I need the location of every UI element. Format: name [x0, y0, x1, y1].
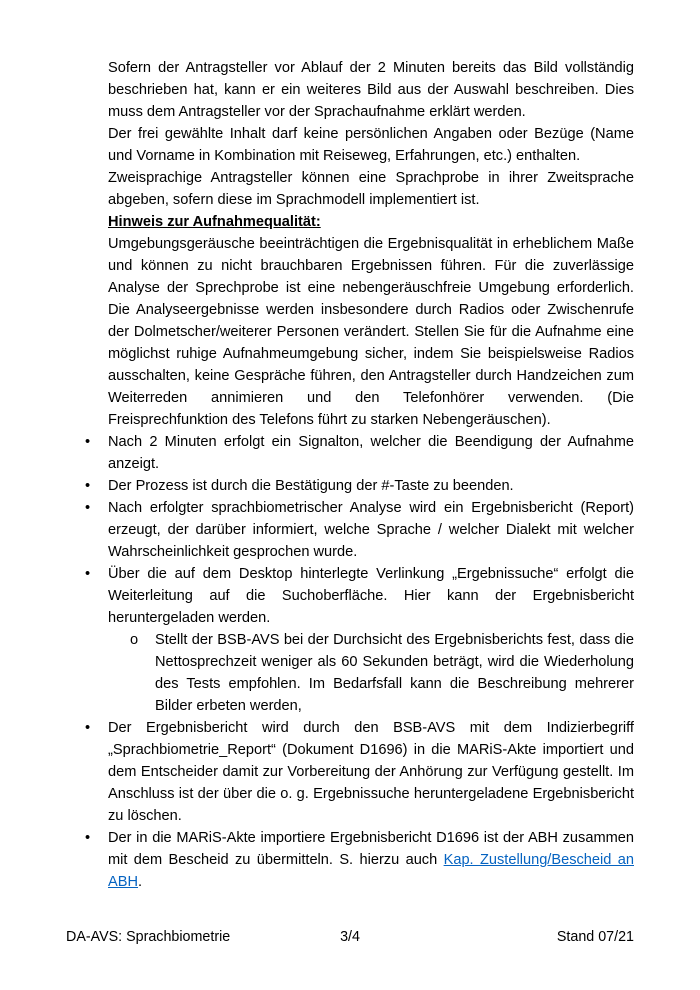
- bullet-marker: •: [85, 500, 91, 516]
- page-footer: [66, 928, 634, 946]
- list-item: [85, 717, 634, 827]
- bullet-marker: •: [85, 830, 91, 846]
- bullet-marker: •: [85, 720, 91, 736]
- footer-doc-title: DA-AVS: Sprachbiometrie: [66, 929, 231, 945]
- list-item: [85, 827, 634, 893]
- section-heading: Hinweis zur Aufnahmequalität:: [108, 214, 321, 230]
- paragraph: Der frei gewählte Inhalt darf keine persönlichen Angaben oder Bezüge (Name und Vorname in Kombination mit Reiseweg, Erfahrungen, etc.) enthalten.: [108, 126, 634, 164]
- list-item: [85, 475, 634, 497]
- bullet-marker: •: [85, 478, 91, 494]
- bullet-list: [85, 431, 634, 893]
- bullet-marker: •: [85, 566, 91, 582]
- sub-list-item-text: Stellt der BSB-AVS bei der Durchsicht des Ergebnisberichts fest, dass die Nettosprechzeit weniger als 60 Sekunden beträgt, wird die Wiederholung des Tests empfohlen. Im Bedarfsfall kann die Beschreibung mehrerer Bilder erbeten werden,: [155, 632, 634, 714]
- list-item-text: Nach 2 Minuten erfolgt ein Signalton, welcher die Beendigung der Aufnahme anzeigt.: [108, 434, 634, 472]
- paragraph: Zweisprachige Antragsteller können eine Sprachprobe in ihrer Zweitsprache abgeben, sofern diese im Sprachmodell implementiert ist.: [108, 170, 634, 208]
- bullet-marker: •: [85, 434, 91, 450]
- list-item: [85, 563, 634, 629]
- list-item-text: Der Ergebnisbericht wird durch den BSB-AVS mit dem Indizierbegriff „Sprachbiometrie_Report“ (Dokument D1696) in die MARiS-Akte importiert und dem Entscheider damit zur Vorbereitung der Anhörung zur Verfügung gestellt. Im Anschluss ist der über die o. g. Ergebnissuche heruntergeladene Ergebnisbericht zu löschen.: [108, 720, 634, 824]
- list-item: [85, 431, 634, 475]
- document-body: [85, 57, 634, 893]
- paragraph: Sofern der Antragsteller vor Ablauf der 2 Minuten bereits das Bild vollständig beschrieben hat, kann er ein weiteres Bild aus der Auswahl beschreiben. Dies muss dem Antragsteller vor der Sprachaufnahme erklärt werden.: [108, 60, 634, 120]
- list-item-text: Über die auf dem Desktop hinterlegte Verlinkung „Ergebnissuche“ erfolgt die Weiterleitung auf die Suchoberfläche. Hier kann der Ergebnisbericht heruntergeladen werden.: [108, 566, 634, 626]
- list-item-text: Nach erfolgter sprachbiometrischer Analyse wird ein Ergebnisbericht (Report) erzeugt, der darüber informiert, welche Sprache / welcher Dialekt mit welcher Wahrscheinlichkeit gesprochen wurde.: [108, 500, 634, 560]
- text-after-link: .: [138, 874, 143, 890]
- list-item-text: Der Prozess ist durch die Bestätigung der #-Taste zu beenden.: [108, 478, 514, 494]
- link-zustellung-bescheid-an-abh[interactable]: Kap. Zustellung/Bescheid an ABH: [108, 852, 634, 890]
- sub-bullet-marker: o: [130, 632, 139, 648]
- list-item: [85, 497, 634, 563]
- paragraph: Umgebungsgeräusche beeinträchtigen die Ergebnisqualität in erheblichem Maße und können zu nicht brauchbaren Ergebnissen führen. Für die zuverlässige Analyse der Sprechprobe ist eine nebengeräuschfreie Umgebung erforderlich. Die Analyseergebnisse werden insbesondere durch Radios oder Zwischenrufe der Dolmetscher/weiterer Personen verändert. Stellen Sie für die Aufnahme eine möglichst ruhige Aufnahmeumgebung sicher, indem Sie beispielsweise Radios ausschalten, keine Gespräche führen, den Antragsteller durch Handzeichen zum Weiterreden annimieren und den Telefonhörer verwenden. (Die Freisprechfunktion des Telefons führt zu starken Nebengeräuschen).: [108, 236, 634, 428]
- footer-page-number: 3/4: [340, 929, 360, 945]
- list-item-text: [108, 827, 634, 893]
- footer-version: Stand 07/21: [556, 929, 634, 945]
- text-before-link: Der in die MARiS-Akte importiere Ergebnisbericht D1696 ist der ABH zusammen mit dem Bescheid zu übermitteln. S. hierzu auch: [108, 830, 634, 868]
- sub-list-item: [130, 629, 634, 717]
